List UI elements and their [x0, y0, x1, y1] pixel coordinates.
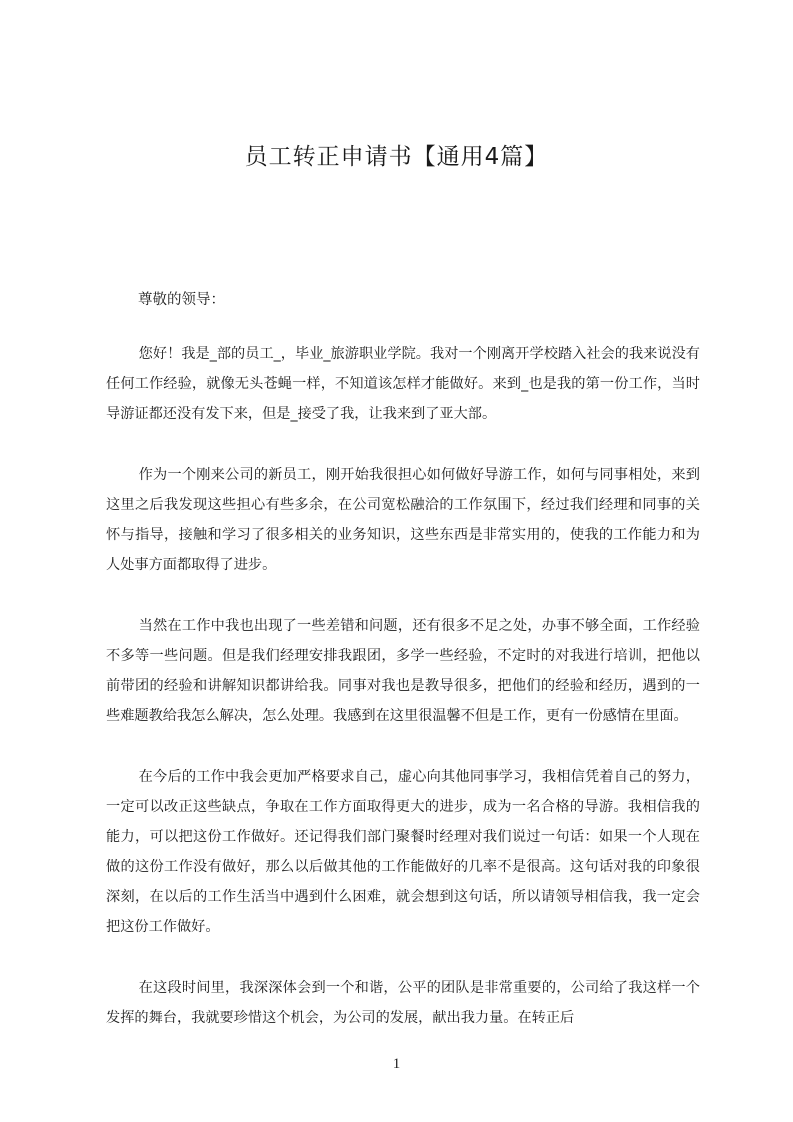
document-body [106, 339, 700, 1064]
paragraph-4: 在今后的工作中我会更加严格要求自己，虚心向其他同事学习，我相信凭着自己的努力，一定可以改正这些缺点，争取在工作方面取得更大的进步，成为一名合格的导游。我相信我的能力，可以把这份工作做好。还记得我们部门聚餐时经理对我们说过一句话：如果一个人现在做的这份工作没有做好，那么以后做其他的工作能做好的几率不是很高。这句话对我的印象很深刻，在以后的工作生活当中遇到什么困难，就会想到这句话，所以请领导相信我，我一定会把这份工作做好。 [106, 769, 700, 935]
paragraph-1: 您好！我是_部的员工_，毕业_旅游职业学院。我对一个刚离开学校踏入社会的我来说没有任何工作经验，就像无头苍蝇一样，不知道该怎样才能做好。来到_也是我的第一份工作，当时导游证都还没有发下来，但是_接受了我，让我来到了亚大部。 [106, 346, 700, 422]
paragraph-2: 作为一个刚来公司的新员工，刚开始我很担心如何做好导游工作，如何与同事相处，来到这里之后我发现这些担心有些多余，在公司宽松融洽的工作氛围下，经过我们经理和同事的关怀与指导，接触和学习了很多相关的业务知识，这些东西是非常实用的，使我的工作能力和为人处事方面都取得了进步。 [106, 467, 700, 573]
paragraph-3: 当然在工作中我也出现了一些差错和问题，还有很多不足之处，办事不够全面，工作经验不多等一些问题。但是我们经理安排我跟团，多学一些经验，不定时的对我进行培训，把他以前带团的经验和讲解知识都讲给我。同事对我也是教导很多，把他们的经验和经历，遇到的一些难题教给我怎么解决，怎么处理。我感到在这里很温馨不但是工作，更有一份感情在里面。 [106, 618, 700, 724]
salutation: 尊敬的领导： [138, 292, 225, 308]
page-number: 1 [392, 1056, 401, 1072]
paragraph-5: 在这段时间里，我深深体会到一个和谐，公平的团队是非常重要的，公司给了我这样一个发挥的舞台，我就要珍惜这个机会，为公司的发展，献出我力量。在转正后 [106, 980, 700, 1026]
document-title: 员工转正申请书【通用4篇】 [244, 144, 549, 170]
